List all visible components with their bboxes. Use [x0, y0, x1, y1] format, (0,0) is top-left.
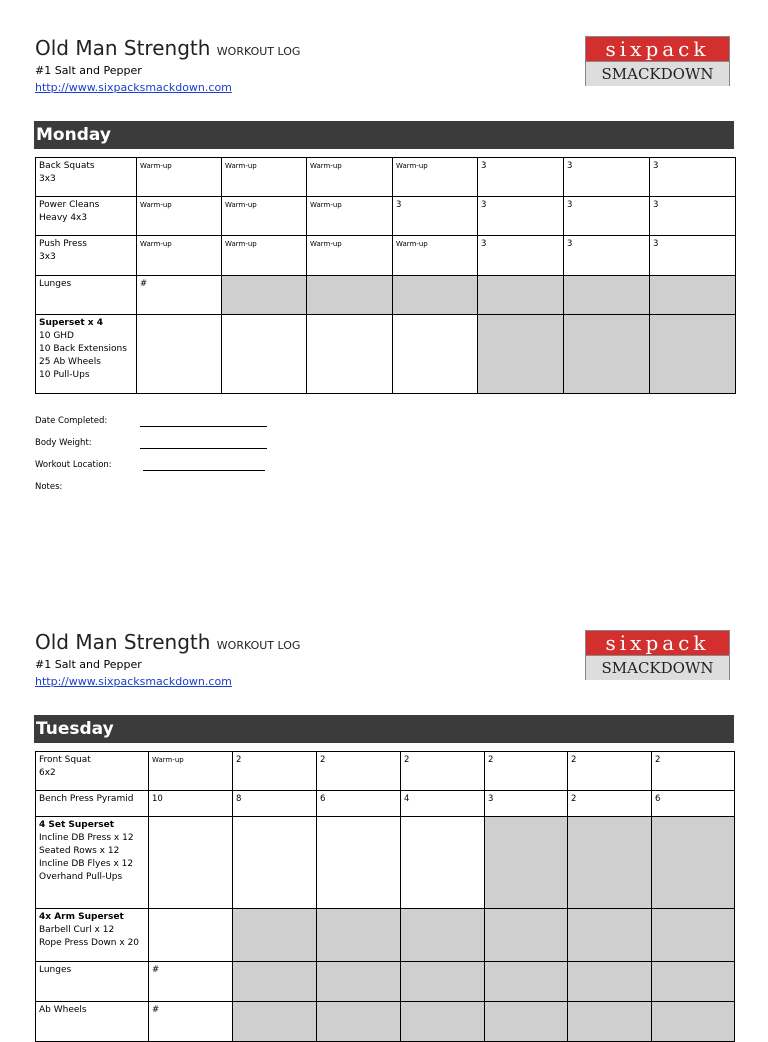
table-row: [36, 158, 736, 197]
set-cell[interactable]: Warm-up: [137, 236, 222, 276]
set-cell[interactable]: 3: [650, 158, 736, 197]
completion-form: [35, 416, 335, 506]
workout-location-field[interactable]: [143, 470, 265, 471]
table-row: [36, 276, 736, 315]
set-cell[interactable]: 2: [485, 752, 568, 791]
blank-cell: [233, 962, 317, 1002]
day-heading-monday: Monday: [34, 121, 734, 149]
set-cell[interactable]: 3: [478, 158, 564, 197]
table-row: [36, 791, 735, 817]
sixpack-smackdown-logo: sixpack SMACKDOWN: [585, 36, 730, 86]
blank-cell: [393, 276, 478, 315]
exercise-name: Bench Press Pyramid: [36, 791, 149, 817]
set-cell[interactable]: #: [149, 1002, 233, 1042]
blank-cell: [317, 909, 401, 962]
date-completed-field[interactable]: [140, 426, 267, 427]
blank-cell: [401, 1002, 485, 1042]
exercise-name: 4x Arm Superset Barbell Curl x 12 Rope Press Down x 20: [36, 909, 149, 962]
tagline: #1 Salt and Pepper: [35, 658, 142, 671]
set-cell[interactable]: [317, 817, 401, 909]
set-cell[interactable]: [233, 817, 317, 909]
set-cell[interactable]: Warm-up: [222, 236, 307, 276]
set-cell[interactable]: 3: [478, 236, 564, 276]
blank-cell: [652, 962, 735, 1002]
set-cell[interactable]: 2: [401, 752, 485, 791]
tagline: #1 Salt and Pepper: [35, 64, 142, 77]
table-row: [36, 962, 735, 1002]
set-cell[interactable]: 3: [564, 197, 650, 236]
exercise-name: Push Press 3x3: [36, 236, 137, 276]
set-cell[interactable]: 3: [650, 236, 736, 276]
set-cell[interactable]: 3: [564, 236, 650, 276]
set-cell[interactable]: Warm-up: [137, 158, 222, 197]
blank-cell: [401, 909, 485, 962]
set-cell[interactable]: 6: [317, 791, 401, 817]
set-cell[interactable]: 3: [650, 197, 736, 236]
set-cell[interactable]: 8: [233, 791, 317, 817]
set-cell[interactable]: 2: [568, 752, 652, 791]
set-cell[interactable]: Warm-up: [307, 197, 393, 236]
blank-cell: [485, 1002, 568, 1042]
set-cell[interactable]: Warm-up: [222, 158, 307, 197]
date-completed-label: Date Completed:: [35, 416, 108, 426]
header-tuesday: [35, 630, 300, 688]
notes-label: Notes:: [35, 482, 63, 492]
set-cell[interactable]: #: [149, 962, 233, 1002]
set-cell[interactable]: [137, 315, 222, 394]
set-cell[interactable]: [149, 909, 233, 962]
set-cell[interactable]: 2: [568, 791, 652, 817]
set-cell[interactable]: 2: [317, 752, 401, 791]
blank-cell: [478, 315, 564, 394]
blank-cell: [307, 276, 393, 315]
table-row: [36, 1002, 735, 1042]
blank-cell: [317, 1002, 401, 1042]
blank-cell: [478, 276, 564, 315]
body-weight-field[interactable]: [140, 448, 267, 449]
day-heading-tuesday: Tuesday: [34, 715, 734, 743]
exercise-name: Superset x 4 10 GHD 10 Back Extensions 25 Ab Wheels 10 Pull-Ups: [36, 315, 137, 394]
page-subtitle: WORKOUT LOG: [216, 45, 301, 58]
exercise-name: Front Squat 6x2: [36, 752, 149, 791]
blank-cell: [222, 276, 307, 315]
table-row: [36, 909, 735, 962]
blank-cell: [652, 1002, 735, 1042]
blank-cell: [650, 315, 736, 394]
sixpack-smackdown-logo: sixpack SMACKDOWN: [585, 630, 730, 680]
table-row: [36, 315, 736, 394]
website-link[interactable]: http://www.sixpacksmackdown.com: [35, 675, 232, 688]
blank-cell: [233, 909, 317, 962]
table-row: [36, 197, 736, 236]
set-cell[interactable]: #: [137, 276, 222, 315]
workout-table-tuesday: [35, 751, 735, 1042]
set-cell[interactable]: 3: [564, 158, 650, 197]
set-cell[interactable]: Warm-up: [222, 197, 307, 236]
set-cell[interactable]: Warm-up: [149, 752, 233, 791]
set-cell[interactable]: Warm-up: [307, 158, 393, 197]
blank-cell: [401, 962, 485, 1002]
table-row: [36, 236, 736, 276]
set-cell[interactable]: Warm-up: [307, 236, 393, 276]
blank-cell: [564, 276, 650, 315]
website-link[interactable]: http://www.sixpacksmackdown.com: [35, 81, 232, 94]
blank-cell: [568, 909, 652, 962]
workout-table-monday: [35, 157, 736, 394]
blank-cell: [652, 909, 735, 962]
body-weight-label: Body Weight:: [35, 438, 92, 448]
workout-location-label: Workout Location:: [35, 460, 112, 470]
blank-cell: [568, 1002, 652, 1042]
exercise-name: Lunges: [36, 276, 137, 315]
set-cell[interactable]: [393, 315, 478, 394]
blank-cell: [650, 276, 736, 315]
set-cell[interactable]: [149, 817, 233, 909]
exercise-name: Power Cleans Heavy 4x3: [36, 197, 137, 236]
set-cell[interactable]: 3: [485, 791, 568, 817]
table-row: [36, 752, 735, 791]
blank-cell: [317, 962, 401, 1002]
page-title: Old Man Strength WORKOUT LOG: [35, 630, 301, 654]
set-cell[interactable]: Warm-up: [137, 197, 222, 236]
blank-cell: [568, 817, 652, 909]
blank-cell: [568, 962, 652, 1002]
blank-cell: [652, 817, 735, 909]
set-cell[interactable]: Warm-up: [393, 236, 478, 276]
set-cell[interactable]: 3: [393, 197, 478, 236]
set-cell[interactable]: 4: [401, 791, 485, 817]
exercise-name: Back Squats 3x3: [36, 158, 137, 197]
blank-cell: [233, 1002, 317, 1042]
page-subtitle: WORKOUT LOG: [216, 639, 301, 652]
blank-cell: [485, 817, 568, 909]
exercise-name: Ab Wheels: [36, 1002, 149, 1042]
blank-cell: [564, 315, 650, 394]
set-cell[interactable]: [222, 315, 307, 394]
set-cell[interactable]: 6: [652, 791, 735, 817]
exercise-name: Lunges: [36, 962, 149, 1002]
set-cell[interactable]: 10: [149, 791, 233, 817]
set-cell[interactable]: 3: [478, 197, 564, 236]
set-cell[interactable]: 2: [652, 752, 735, 791]
exercise-name: 4 Set Superset Incline DB Press x 12 Seated Rows x 12 Incline DB Flyes x 12 Overhand Pull-Ups: [36, 817, 149, 909]
blank-cell: [485, 962, 568, 1002]
page-title: Old Man Strength WORKOUT LOG: [35, 36, 301, 60]
set-cell[interactable]: [307, 315, 393, 394]
set-cell[interactable]: [401, 817, 485, 909]
set-cell[interactable]: Warm-up: [393, 158, 478, 197]
table-row: [36, 817, 735, 909]
set-cell[interactable]: 2: [233, 752, 317, 791]
header-monday: [35, 36, 300, 94]
blank-cell: [485, 909, 568, 962]
